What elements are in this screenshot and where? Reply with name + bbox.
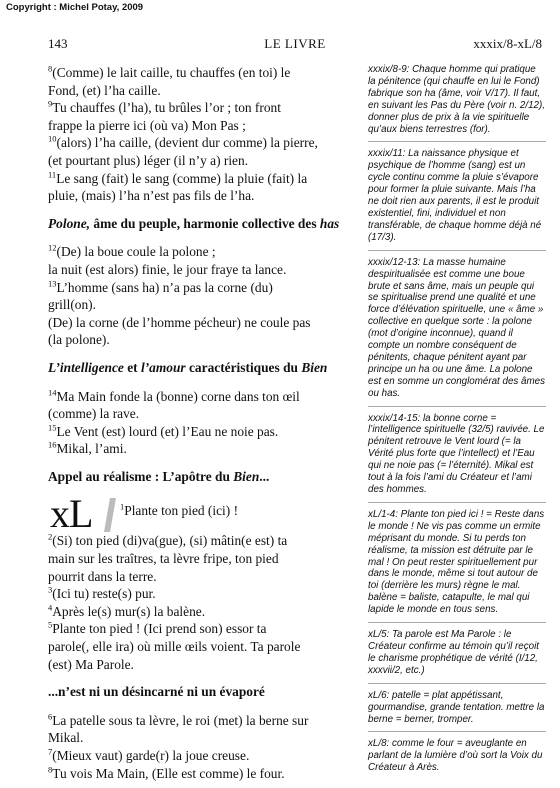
slash-ornament bbox=[104, 498, 116, 532]
copyright-notice: Copyright : Michel Potay, 2009 bbox=[6, 2, 144, 13]
chapter-dropcap: xL bbox=[50, 491, 93, 537]
side-note: xxxix/11: La naissance physique et psychique de l’homme (sang) est un cycle continu comme la pluie s’évapore pour former la pluie suivante. Mais l’ha ne doit rien aux parents, il est le produit existentiel, fini, individuel et non transférable, de chaque homme déjà né (17/3). bbox=[368, 148, 546, 250]
page-header bbox=[48, 36, 542, 54]
section-heading: Appel au réalisme : L’apôtre du Bien... bbox=[48, 468, 270, 484]
section-heading: L’intelligence et l’amour caractéristiques du Bien bbox=[48, 359, 328, 375]
section-heading: Polone, âme du peuple, harmonie collective des has bbox=[48, 215, 340, 231]
verse: $^{14}$Ma Main fonde la (bonne) corne dans ton œil (comme) la rave. bbox=[48, 387, 300, 422]
chapter-opening bbox=[48, 491, 358, 537]
verse: $^5$Plante ton pied ! (Ici prend son) essor ta parole(, elle ira) où mille œils voient. Ta parole (est) Ma Parole. bbox=[48, 619, 301, 672]
book-title: LE LIVRE bbox=[264, 36, 326, 51]
verse: $^{13}$L’homme (sans ha) n’a pas la corne (du) grill(on). bbox=[48, 278, 273, 313]
main-text bbox=[48, 64, 358, 782]
verse-reference: xxxix/8-xL/8 bbox=[473, 36, 542, 51]
verse: $^{12}$(De) la boue coule la polone ; la nuit (est alors) finie, le jour fraye ta lance. bbox=[48, 242, 287, 277]
verse: $^9$Tu chauffes (l’ha), tu brûles l’or ; ton front frappe la pierre ici (où va) Mon Pas ; bbox=[48, 98, 281, 133]
side-note: xxxix/12-13: La masse humaine despiritualisée est comme une boue brute et sans âme, mais un peuple qui se spiritualise prend une qualité et une force d’élévation spirituelle, une « âme » collective en quelque sorte : la polone (mot d’origine inconnue), quand il compte un nombre conséquent de pénitents, chaque pénitent ayant par principe un ha ou une âme. La polone est en somme un conglomérat des âmes ou has. bbox=[368, 257, 546, 407]
verse: $^{16}$Mikal, l’ami. bbox=[48, 439, 127, 457]
side-notes bbox=[368, 64, 546, 786]
verse: $^3$(Ici tu) reste(s) pur. bbox=[48, 584, 156, 602]
verse: $^{10}$(alors) l’ha caille, (devient dur comme) la pierre, (et pourtant plus) léger (il n’y a) rien. bbox=[48, 133, 318, 168]
page-number: 143 bbox=[48, 36, 68, 51]
side-note: xL/6: patelle = plat appétissant, gourmandise, grande tentation. mettre la berne = berner, tromper. bbox=[368, 690, 546, 733]
verse: $^7$(Mieux vaut) garde(r) la joue creuse. bbox=[48, 746, 250, 763]
verse: $^1$Plante ton pied (ici) ! bbox=[120, 502, 239, 519]
verse: $^8$(Comme) le lait caille, tu chauffes (en toi) le Fond, (et) l’ha caille. bbox=[48, 63, 291, 98]
side-note: xxxix/14-15: la bonne corne = l’intelligence spirituelle (32/5) ravivée. Le pénitent retrouve le Vent lourd (= la Vérité plus forte que l’intellect) et l’Eau qui ne noie pas (= l’éternité). Mikal est tout à la fois l’ami du Créateur et l’ami des hommes. bbox=[368, 413, 546, 503]
side-note: xL/8: comme le four = aveuglante en parlant de la lumière d’où sort la Voix du Créateur à Arès. bbox=[368, 738, 543, 774]
verse: $^4$Après le(s) mur(s) la balène. bbox=[48, 602, 206, 619]
verse: $^8$Tu vois Ma Main, (Elle est comme) le four. bbox=[48, 764, 285, 781]
verse: $^6$La patelle sous ta lèvre, le roi (met) la berne sur Mikal. bbox=[48, 711, 309, 746]
section-heading: ...n’est ni un désincarné ni un évaporé bbox=[48, 684, 265, 700]
side-note: xL/1-4: Plante ton pied ici ! = Reste dans le monde ! Ne vis pas comme un ermite méprisant du monde. Si tu perds ton réalisme, ta mission est détruite par le mal ! On peut rester spirituellement pur dans le monde, même si tout autour de toi (derrière les murs) règne le mal. balène = baliste, catapulte, le mal qui lapide le monde en tous sens. bbox=[368, 509, 546, 623]
side-note: xxxix/8-9: Chaque homme qui pratique la pénitence (qui chauffe en lui le Fond) fabrique son ha (âme, voir V/17). Il faut, en suivant les Pas du Père (voir n. 2/12), donner plus de prix à la vie spirituelle qu’aux biens terrestres (for). bbox=[368, 64, 546, 142]
verse: $^2$(Si) ton pied (di)va(gue), (si) mâtin(e est) ta main sur les traîtres, ta lèvre fripe, ton pied pourrit dans la terre. bbox=[48, 532, 288, 584]
verse: (De) la corne (de l’homme pécheur) ne coule pas (la polone). bbox=[48, 314, 311, 348]
verse: $^{15}$Le Vent (est) lourd (et) l’Eau ne noie pas. bbox=[48, 422, 279, 439]
verse: $^{11}$Le sang (fait) le sang (comme) la pluie (fait) la pluie, (mais) l’ha n’est pas fils de l’ha. bbox=[48, 169, 308, 204]
side-note: xL/5: Ta parole est Ma Parole : le Créateur confirme au témoin qu’il reçoit le charisme prophétique de vérité (I/12, xxxvii/2, etc.) bbox=[368, 629, 546, 684]
